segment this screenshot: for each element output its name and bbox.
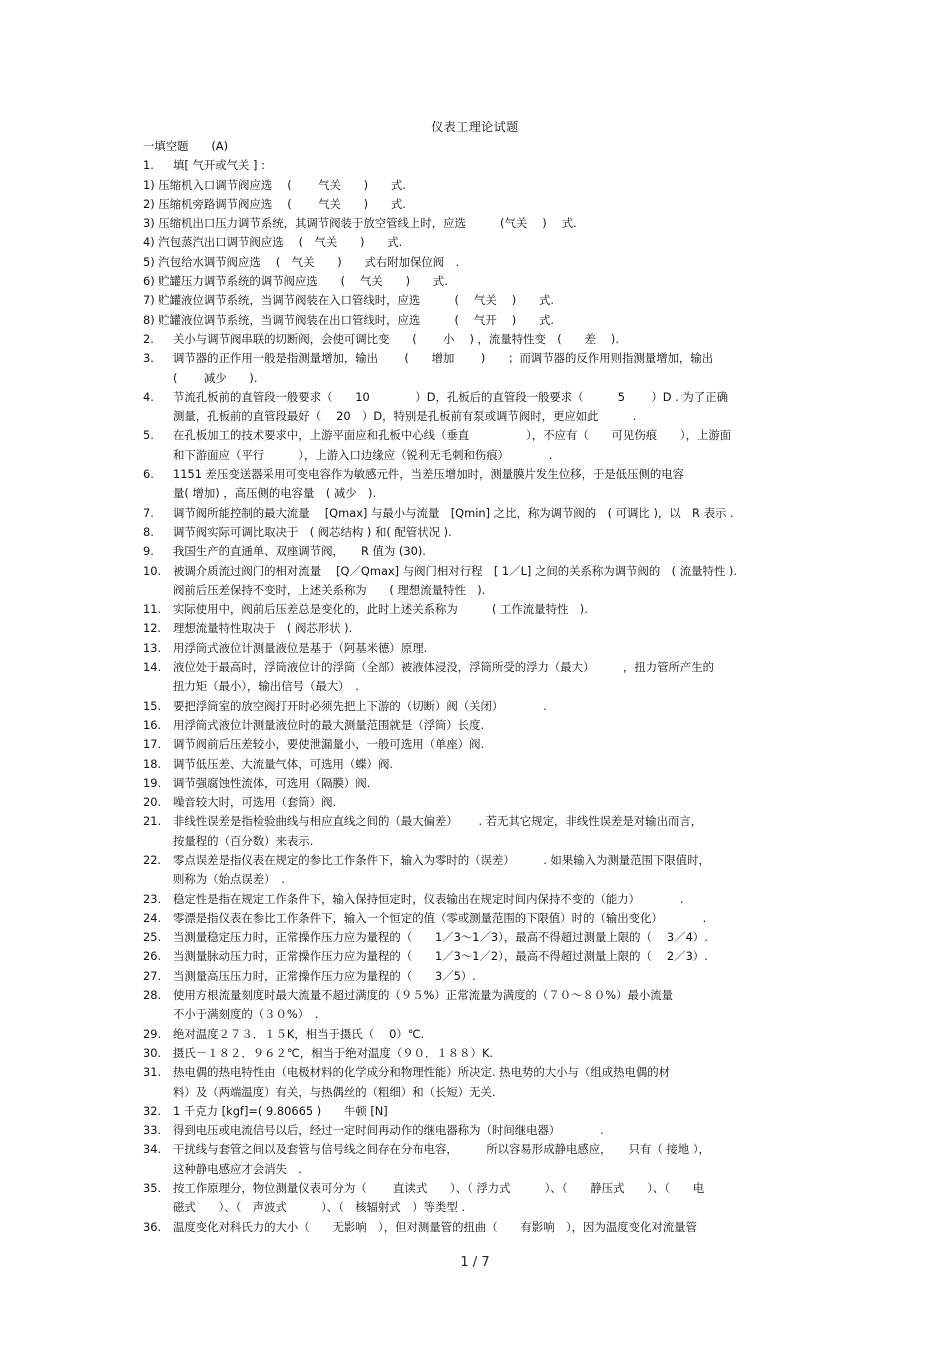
question-item [143, 716, 818, 735]
question-number: 25. [143, 930, 162, 945]
question-item [143, 542, 818, 561]
line-text: 调节低压差、大流量气体，可选用（蝶）阀. [173, 756, 394, 771]
question-number: 22. [143, 852, 162, 867]
section-heading [143, 137, 818, 156]
line-text: 使用方根流量刻度时最大流量不超过满度的（９５%）正常流量为满度的（７０～８０%）最小流量 [173, 988, 674, 1003]
line-text: 1 千克力 [kgf]=( 9.80665 ) 牛顿 [N] [173, 1103, 388, 1118]
line-text: 绝对温度２７３．１５K，相当于摄氏（ 0）℃. [173, 1026, 425, 1041]
line-text: 当测量稳定压力时，正常操作压力应为量程的（ 1／3～1／3），最高不得超过测量上限的（ 3／4）. [173, 930, 708, 945]
question-item [143, 388, 818, 407]
line-text: 填[ 气开或气关 ] : [173, 158, 265, 173]
line-text: 调节器的正作用一般是指测量增加，输出 ( 增加 ) ；而调节器的反作用则指测量增加，输出 [173, 351, 714, 366]
sub-question [143, 176, 818, 195]
line-text: 热电偶的热电特性由（电极材料的化学成分和物理性能）所决定. 热电势的大小与（组成热电偶的材 [173, 1065, 671, 1080]
line-text: 噪音较大时，可选用（套筒）阀. [173, 795, 337, 810]
question-continuation [143, 832, 818, 851]
sub-question [143, 195, 818, 214]
line-text: 非线性误差是指检验曲线与相应直线之间的（最大偏差） . 若无其它规定，非线性误差是对输出而言， [173, 814, 703, 829]
line-text: 按量程的（百分数）来表示. [173, 833, 314, 848]
question-number: 9. [143, 544, 154, 559]
question-continuation [143, 369, 818, 388]
question-item [143, 967, 818, 986]
question-number: 6. [143, 467, 154, 482]
question-number: 2. [143, 331, 154, 346]
question-continuation [143, 1005, 818, 1024]
question-number: 23. [143, 891, 162, 906]
line-text: 4) 汽包蒸汽出口调节阀应选 ( 气关 ) 式. [143, 235, 403, 250]
question-number: 28. [143, 988, 162, 1003]
sub-question [143, 233, 818, 252]
line-text: 阀前后压差保持不变时，上述关系称为 ( 理想流量特性 ). [173, 582, 486, 597]
line-text: 实际使用中，阀前后压差总是变化的，此时上述关系称为 ( 工作流量特性 ). [173, 602, 588, 617]
line-text: 调节阀所能控制的最大流量 [Qmax] 与最小与流量 [Qmin] 之比，称为调节阀的 ( 可调比 )，以 R 表示 . [173, 505, 734, 520]
question-continuation [143, 677, 818, 696]
line-text: 温度变化对科氏力的大小（ 无影响 ），但对测量管的扭曲（ 有影响 ），因为温度变化对流量管 [173, 1219, 697, 1234]
line-text: 1) 压缩机入口调节阀应选 ( 气关 ) 式. [143, 177, 406, 192]
question-number: 36. [143, 1219, 162, 1234]
question-item [143, 735, 818, 754]
line-text: 我国生产的直通单、双座调节阀， R 值为 (30). [173, 544, 426, 559]
line-text: 磁式 ）、（ 声波式 ）、（ 核辐射式 ）等类型 . [173, 1200, 465, 1215]
question-item [143, 562, 818, 581]
question-number: 33. [143, 1123, 162, 1138]
question-number: 4. [143, 389, 154, 404]
line-text: 用浮筒式液位计测量液位时的最大测量范围就是（浮筒）长度. [173, 717, 485, 732]
line-text: 调节阀前后压差较小，要使泄漏量小，一般可选用（单座）阀. [173, 737, 485, 752]
sub-question [143, 311, 818, 330]
question-item [143, 890, 818, 909]
line-text: 5) 汽包给水调节阀应选 ( 气关 ) 式右附加保位阀 . [143, 254, 460, 269]
line-text: 被调介质流过阀门的相对流量 [Q／Qmax] 与阀门相对行程 [ 1／L] 之间的关系称为调节阀的 ( 流量特性 ). [173, 563, 737, 578]
line-text: 6) 贮罐压力调节系统的调节阀应选 ( 气关 ) 式. [143, 274, 448, 289]
line-text: 和下游面应（平行 ），上游入口边缘应（锐利无毛刺和伤痕） . [173, 447, 553, 462]
question-item [143, 330, 818, 349]
question-number: 13. [143, 640, 162, 655]
question-number: 20. [143, 795, 162, 810]
line-text: 不小于满刻度的（３０%） . [173, 1007, 319, 1022]
line-text: 2) 压缩机旁路调节阀应选 ( 气关 ) 式. [143, 196, 406, 211]
line-text: 按工作原理分，物位测量仪表可分为（ 直读式 ）、（ 浮力式 ）、（ 静压式 ）、（ 电 [173, 1181, 705, 1196]
question-number: 7. [143, 505, 154, 520]
question-number: 27. [143, 968, 162, 983]
sub-question [143, 253, 818, 272]
question-number: 34. [143, 1142, 162, 1157]
sub-question [143, 214, 818, 233]
question-item [143, 156, 818, 175]
question-item [143, 619, 818, 638]
line-text: 一填空题 (A) [143, 139, 229, 153]
question-number: 30. [143, 1045, 162, 1060]
question-item [143, 851, 818, 870]
question-number: 12. [143, 621, 162, 636]
question-number: 35. [143, 1181, 162, 1196]
question-number: 15. [143, 698, 162, 713]
sub-question [143, 272, 818, 291]
question-item [143, 1044, 818, 1063]
line-text: 摄氏－１８２．９６２℃，相当于绝对温度（９０．１８８）K. [173, 1045, 494, 1060]
question-number: 14. [143, 660, 162, 675]
question-continuation [143, 1198, 818, 1217]
question-item [143, 426, 818, 445]
question-continuation [143, 484, 818, 503]
question-number: 31. [143, 1065, 162, 1080]
question-number: 29. [143, 1026, 162, 1041]
question-item [143, 639, 818, 658]
question-item [143, 658, 818, 677]
question-number: 32. [143, 1103, 162, 1118]
line-text: 节流孔板前的直管段一般要求（ 10 ）D，孔板后的直管段一般要求（ 5 ）D . 为了正确 [173, 389, 728, 404]
question-continuation [143, 581, 818, 600]
question-item [143, 755, 818, 774]
line-text: 3) 压缩机出口压力调节系统，其调节阀装于放空管线上时，应选 (气关 ) 式. [143, 216, 577, 231]
line-text: 扭力矩（最小），输出信号（最大） . [173, 679, 359, 694]
line-text: 稳定性是指在规定工作条件下，输入保持恒定时，仪表输出在规定时间内保持不变的（能力） . [173, 891, 684, 906]
line-text: 关小与调节阀串联的切断阀，会使可调比变 ( 小 ) ，流量特性变 ( 差 ). [173, 331, 619, 346]
question-continuation [143, 1160, 818, 1179]
question-item [143, 1025, 818, 1044]
line-text: 1151 差压变送器采用可变电容作为敏感元件，当差压增加时，测量膜片发生位移，于是低压侧的电容 [173, 467, 685, 482]
line-text: 量( 增加) ，高压侧的电容量 ( 减少 ). [173, 486, 377, 501]
question-item [143, 1140, 818, 1159]
question-item [143, 504, 818, 523]
question-continuation [143, 446, 818, 465]
question-item [143, 928, 818, 947]
line-text: 零点误差是指仪表在规定的参比工作条件下，输入为零时的（误差） . 如果输入为测量范围下限值时， [173, 852, 710, 867]
question-number: 24. [143, 910, 162, 925]
question-continuation [143, 1083, 818, 1102]
document-title: 仪表工理论试题 [431, 120, 519, 134]
question-number: 19. [143, 775, 162, 790]
line-text: 当测量脉动压力时，正常操作压力应为量程的（ 1／3～1／2），最高不得超过测量上限的（ 2／3）. [173, 949, 708, 964]
line-text: 这种静电感应才会消失 . [173, 1161, 302, 1176]
line-text: 液位处于最高时，浮筒液位计的浮筒（全部）被液体浸没，浮筒所受的浮力（最大） ，扭力管所产生的 [173, 660, 715, 675]
question-number: 1. [143, 158, 154, 173]
line-text: 调节强腐蚀性流体，可选用（隔膜）阀. [173, 775, 371, 790]
question-item [143, 909, 818, 928]
line-text: 调节阀实际可调比取决于 ( 阀芯结构 ) 和( 配管状况 ). [173, 524, 452, 539]
question-number: 18. [143, 756, 162, 771]
question-number: 5. [143, 428, 154, 443]
question-item [143, 1179, 818, 1198]
page-number: 1 / 7 [460, 1255, 490, 1270]
question-number: 21. [143, 814, 162, 829]
question-item [143, 1063, 818, 1082]
question-number: 3. [143, 351, 154, 366]
question-item [143, 523, 818, 542]
line-text: 则称为（始点误差） . [173, 872, 285, 887]
question-item [143, 349, 818, 368]
line-text: 8) 贮罐液位调节系统，当调节阀装在出口管线时，应选 ( 气开 ) 式. [143, 312, 554, 327]
question-number: 10. [143, 563, 162, 578]
question-number: 16. [143, 717, 162, 732]
line-text: 当测量高压压力时，正常操作压力应为量程的（ 3／5）. [173, 968, 476, 983]
question-number: 11. [143, 602, 162, 617]
line-text: 要把浮筒室的放空阀打开时必须先把上下游的（切断）阀（关闭） . [173, 698, 547, 713]
line-text: 用浮筒式液位计测量液位是基于（阿基米德）原理. [173, 640, 428, 655]
question-item [143, 1218, 818, 1237]
question-item [143, 465, 818, 484]
document-body [143, 137, 818, 1237]
question-item [143, 947, 818, 966]
line-text: 零漂是指仪表在参比工作条件下，输入一个恒定的值（零或测量范围的下限值）时的（输出变化） . [173, 910, 707, 925]
line-text: ( 减少 ). [173, 370, 258, 385]
line-text: 干扰线与套管之间以及套管与信号线之间存在分布电容， 所以容易形成静电感应， 只有（ 接地 ）， [173, 1142, 710, 1157]
line-text: 测量，孔板前的直管段最好（ 20 ）D，特别是孔板前有泵或调节阀时，更应如此 . [173, 409, 637, 424]
question-item [143, 986, 818, 1005]
sub-question [143, 291, 818, 310]
question-item [143, 812, 818, 831]
question-number: 8. [143, 524, 154, 539]
question-item [143, 774, 818, 793]
line-text: 在孔板加工的技术要求中，上游平面应和孔板中心线（垂直 ），不应有（ 可见伤痕 ），上游面 [173, 428, 732, 443]
line-text: 得到电压或电流信号以后，经过一定时间再动作的继电器称为（时间继电器） . [173, 1123, 604, 1138]
question-number: 26. [143, 949, 162, 964]
line-text: 理想流量特性取决于 ( 阀芯形状 ). [173, 621, 353, 636]
question-number: 17. [143, 737, 162, 752]
question-item [143, 600, 818, 619]
question-continuation [143, 870, 818, 889]
question-item [143, 793, 818, 812]
question-continuation [143, 407, 818, 426]
line-text: 7) 贮罐液位调节系统，当调节阀装在入口管线时，应选 ( 气关 ) 式. [143, 293, 554, 308]
question-item [143, 1102, 818, 1121]
line-text: 料）及（两端温度）有关，与热偶丝的（粗细）和（长短）无关. [173, 1084, 496, 1099]
question-item [143, 697, 818, 716]
question-item [143, 1121, 818, 1140]
